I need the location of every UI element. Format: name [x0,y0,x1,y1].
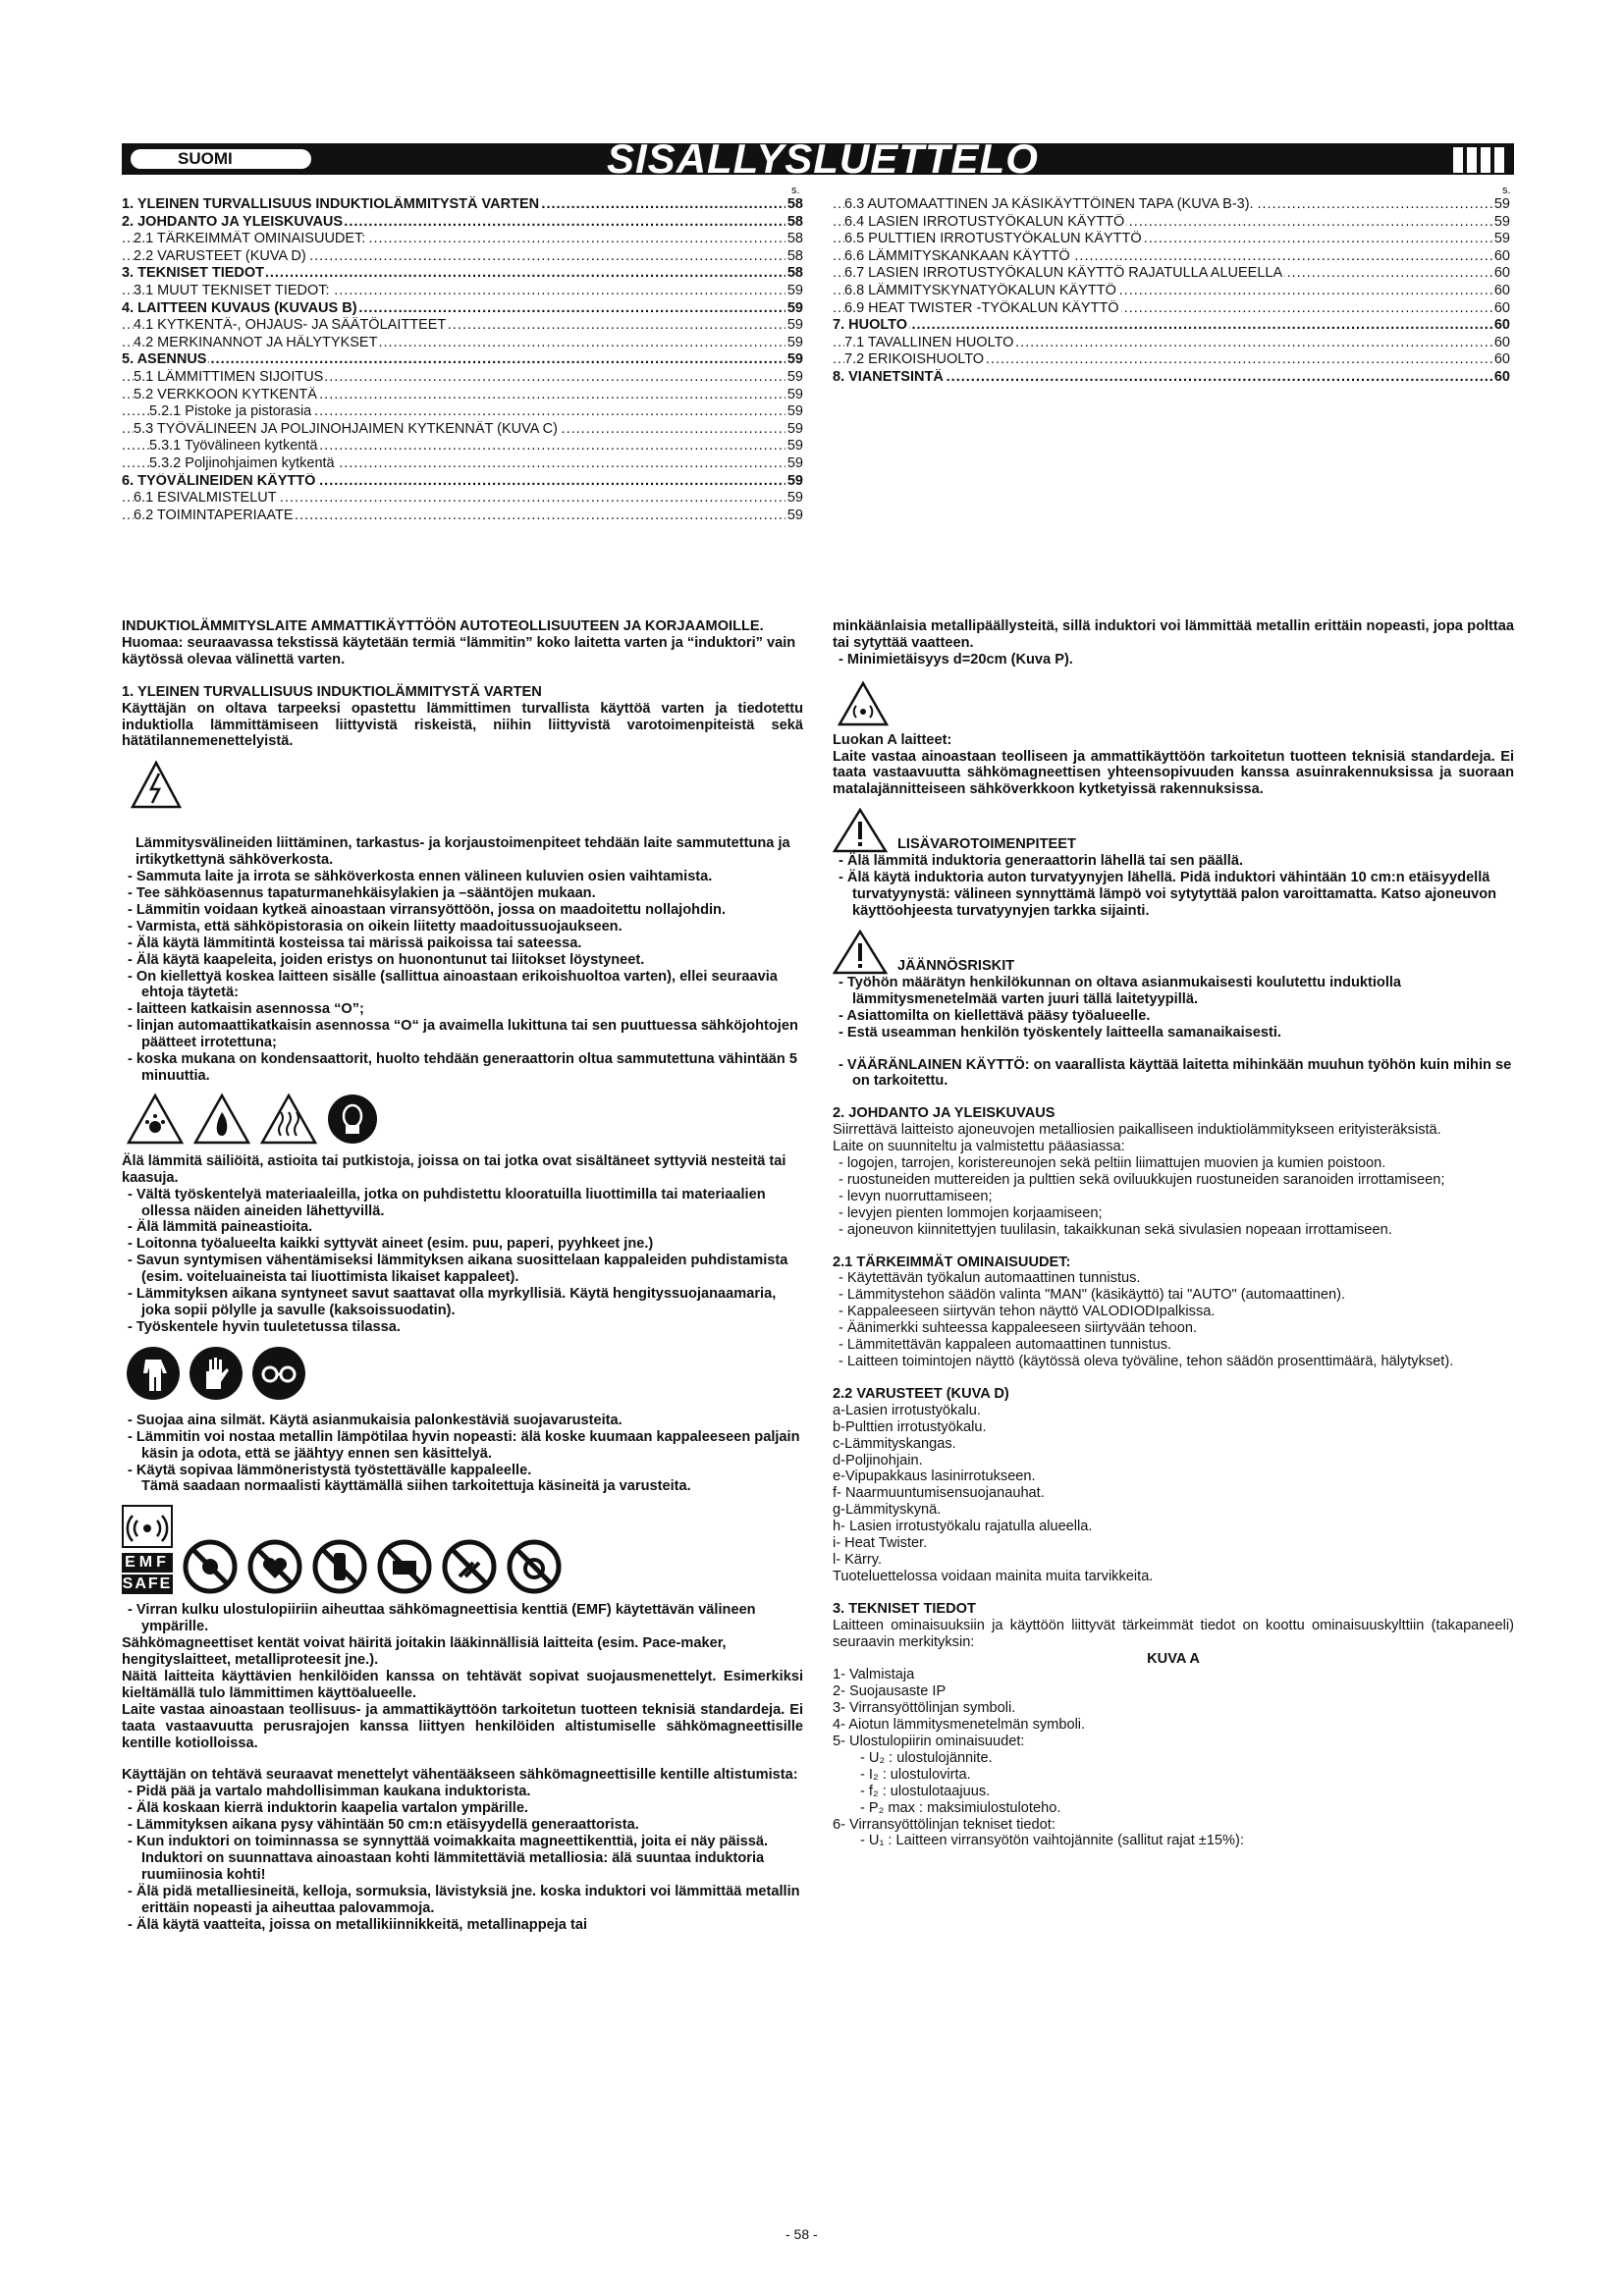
list-item: - Lämmitettävän kappaleen automaattinen tunnistus. [839,1337,1172,1354]
toc-entry [833,283,1510,300]
emf-paragraph-4: Käyttäjän on tehtävä seuraavat menettelyt vähentääkseen sähkömagneettisille kentille altistumista: [122,1767,798,1784]
figure-a-label: KUVA A [1147,1650,1200,1667]
emf-paragraph-3: Laite vastaa ainoastaan teollisuus- ja ammattikäyttöön tarkoitetun tuotteen teknisiä standardeja. Ei taata vastaavuutta perusrajojen kanssa liittyen henkilöiden altistumiselle sähkömagneettisille kentille kotiolloissa. [122,1701,803,1751]
list-item: - Älä pidä metalliesineitä, kelloja, sormuksia, lävistyksiä jne. koska induktori voi lämmittää metallin erittäin nopeasti ja aiheuttaa palovammoja. [128,1883,800,1916]
language-label: SUOMI [131,149,311,169]
list-item: - Suojaa aina silmät. Käytä asianmukaisia palonkestäviä suojavarusteita. [128,1412,623,1428]
list-item: - Älä lämmitä induktoria generaattorin lähellä tai sen päällä. [839,853,1243,870]
list-item: b-Pulttien irrotustyökalu. [833,1418,987,1435]
list-item: - ajoneuvon kiinnitettyjen tuulilasin, takaikkunan sekä sivulasien nopeaan irrottamiseen. [839,1221,1392,1238]
list-item: - Savun syntymisen vähentämiseksi lämmityksen aikana suosittelaan kappaleiden puhdistamista (esim. voiteluaineista tai liuottimista likaiset kappaleet). [128,1253,788,1286]
list-item: 2- Suojausaste IP [833,1683,947,1700]
emf-icons-row [122,1505,803,1594]
safe-label: SAFE [122,1575,173,1593]
toc-entry [122,196,803,214]
list-item: - Käytettävän työkalun automaattinen tunnistus. [839,1270,1141,1287]
list-item: - Kun induktori on toiminnassa se synnyttää voimakkaita magneettikenttiä, joita ei näy päissä. Induktori on suunnattava ainoastaan kohti lämmitettäviä metalliosia: älä suuntaa induktoria ruumiinosia kohti! [128,1834,769,1883]
list-item: - Älä käytä induktoria auton turvatyynyjen lähellä. Pidä induktori vähintään 10 cm:n etäisyydellä turvatyynystä: välineen synnyttämä lämpö voi sytytyttää palon varoittamatta. Katso ajoneuvon käyttöohjeesta turvatyynyjen tarkka sijainti. [839,870,1497,919]
toc-entry-title: 6.5 PULTTIEN IRROTUSTYÖKALUN KÄYTTÖ [844,231,1142,247]
accessories-list [833,1403,1514,1569]
list-item: - ruostuneiden muttereiden ja pulttien sekä oviluukkujen ruostuneiden saranoiden irrottamiseen; [839,1171,1445,1188]
caution-icon-2 [833,930,888,975]
toc-entry [122,403,803,421]
list-item: - On kiellettyä koskea laitteen sisälle (sallittua ainoastaan erikoishuoltoa varten), ellei seuraavia ehtoja täytetä: [128,968,778,1001]
list-item: - linjan automaattikatkaisin asennossa “O“ ja avaimella lukittuna tai sen puuttuessa sähköjohtojen päätteet irrotettuna; [128,1018,798,1051]
toc-entry-page: 60 [1493,299,1510,316]
ppe-icons-row [126,1346,803,1401]
toc-entry-page: 58 [786,265,803,282]
list-item: - Virran kulku ulostulopiiriin aiheuttaa sähkömagneettisia kenttiä (EMF) käytettävän välineen ympärille. [128,1602,756,1635]
gloves-icon [189,1346,244,1401]
additional-precautions-list [833,853,1514,920]
goggles-icon [251,1346,306,1401]
toc-entry-title: 6.8 LÄMMITYSKYNATYÖKALUN KÄYTTÖ [844,282,1116,298]
improper-use-list [833,1057,1514,1091]
toc-entry [833,196,1510,214]
section-1-paragraph-3: Älä lämmitä säiliöitä, astioita tai putkistoja, joissa on tai jotka ovat sisältäneet syttyviä nesteitä tai kaasuja. [122,1152,786,1186]
section-1-paragraph-2: Lämmitysvälineiden liittäminen, tarkastus- ja korjaustoimenpiteet tehdään laite sammutettuna ja irtikytkettynä sähköverkosta. [135,835,790,869]
list-item: - Työskentele hyvin tuuletetussa tilassa. [128,1318,401,1335]
list-item: i- Heat Twister. [833,1535,928,1552]
toc-entry-page: 59 [1493,213,1510,230]
toc-entry-title: 2. JOHDANTO JA YLEISKUVAUS [122,213,344,230]
min-distance-item: - Minimietäisyys d=20cm (Kuva P). [839,651,1073,667]
toc-entry-page: 58 [786,231,803,247]
safety-list-3 [122,1413,803,1496]
toc-entry [122,231,803,248]
left-column [122,618,803,1933]
toc-entry [122,214,803,232]
list-item: - Loitonna työalueelta kaikki syttyvät aineet (esim. puu, paperi, pyyhkeet jne.) [128,1236,654,1253]
toc-entry-page: 59 [786,334,803,350]
page-title: SISÄLLYSLUETTELO [607,135,1039,182]
list-item: - Äänimerkki suhteessa kappaleeseen siirtyvään tehoon. [839,1320,1198,1337]
emf-list [122,1602,803,1635]
toc-entry-page: 60 [1493,247,1510,264]
section-3-title: 3. TEKNISET TIEDOT [833,1600,976,1617]
toc-entry [833,300,1510,318]
toc-entry-page: 58 [786,196,803,212]
output-specs-list [833,1750,1514,1817]
no-tools-icon [442,1539,497,1594]
toc-entry-page: 59 [786,403,803,420]
list-item: - Tee sähköasennus tapaturmanehkäisylakien ja –sääntöjen mukaan. [128,884,596,901]
section-3-paragraph: Laitteen ominaisuuksiin ja käyttöön liittyvät tärkeimmät tiedot on koottu ominaisuuskylttiin (takapaneeli) seuraavin merkityksin: [833,1617,1514,1650]
no-heart-device-icon [247,1539,302,1594]
toc-entry-page: 59 [786,507,803,523]
section-1-title: 1. YLEINEN TURVALLISUUS INDUKTIOLÄMMITYSTÄ VARTEN [122,683,542,700]
list-item: - logojen, tarrojen, koristereunojen sekä peltiin liimattujen muovien ja kumien poistoon. [839,1155,1386,1172]
toc-entry-page: 59 [786,282,803,298]
section-2-list [833,1155,1514,1239]
list-item: - Työhön määrätyn henkilökunnan on oltava asianmukaisesti koulutettu induktiolla lämmitysmenetelmää varten juuri tällä laitetyypillä. [839,974,1402,1007]
toc-entry [833,317,1510,335]
toc-entry [122,490,803,507]
intro-title: INDUKTIOLÄMMITYSLAITE AMMATTIKÄYTTÖÖN AUTOTEOLLISUUTEEN JA KORJAAMOILLE. [122,618,764,634]
toc-entry-title: 6. TYÖVÄLINEIDEN KÄYTTÖ [122,472,316,489]
toc-entry-title: 4.2 MERKINANNOT JA HÄLYTYKSET [134,334,378,350]
toc-entry [122,351,803,369]
list-item: - Estä useamman henkilön työskentely laitteella samanaikaisesti. [839,1024,1281,1041]
toc-entry-title: 6.3 AUTOMAATTINEN JA KÄSIKÄYTTÖINEN TAPA (KUVA B-3). [844,196,1254,212]
section-1-paragraph: Käyttäjän on oltava tarpeeksi opastettu lämmittimen turvallista käyttöä varten ja tiedotettu induktiolla lämmittämiseen liittyvistä riskeistä, niihin liittyvistä varotoimenpiteistä sekä hätätilannemenettelyistä. [122,700,803,750]
toc-entry [122,438,803,455]
list-item: - Älä käytä vaatteita, joissa on metallikiinnikkeitä, metallinappeja tai [128,1916,587,1933]
list-item: 4- Aiotun lämmitysmenetelmän symboli. [833,1717,1086,1734]
caution-icon [833,808,888,853]
toc-entry-page: 60 [1493,368,1510,385]
toc-entry-page: 59 [1493,231,1510,247]
toc-entry [122,265,803,283]
additional-precautions-title: LISÄVAROTOIMENPITEET [897,836,1076,853]
hazard-icons-row [126,1093,803,1146]
toc-entry [833,351,1510,369]
list-item: - Lämmitystehon säädön valinta "MAN" (käsikäyttö) tai "AUTO" (automaattinen). [839,1287,1346,1304]
toc-entry-page: 59 [1493,196,1510,212]
list-item: - Varmista, että sähköpistorasia on oikein liitetty maadoitussuojaukseen. [128,918,623,934]
section-2-title: 2. JOHDANTO JA YLEISKUVAUS [833,1105,1056,1122]
toc-entry [122,369,803,387]
list-item: - Lämmitin voi nostaa metallin lämpötilaa hyvin nopeasti: älä koske kuumaan kappaleeseen paljain käsin ja odota, että se jäähtyy ennen sen käsittelyä. [128,1428,800,1462]
toc-entry-page: 59 [786,368,803,385]
toc-entry-page: 60 [1493,351,1510,368]
section-2-1-list [833,1270,1514,1369]
class-a-text: Laite vastaa ainoastaan teolliseen ja ammattikäyttöön tarkoitetun tuotteen teknisiä standardeja. Ei taata vastaavuutta sähkömagneettisen yhteensopivuuden kanssa asuinrakennuksissa ja suoraan matalajännitteiseen sähköverkkoon kytketyissä rakennuksissa. [833,748,1514,798]
toc-entry [833,231,1510,248]
residual-risks-heading [833,930,1514,975]
toc-entry-page: 59 [786,351,803,368]
accessories-note: Tuoteluettelossa voidaan mainita muita tarvikkeita. [833,1568,1154,1584]
list-item: 3- Virransyöttölinjan symboli. [833,1700,1016,1717]
toc-entry-page: 60 [1493,317,1510,334]
toc-entry [122,455,803,473]
toc-entry-title: 4. LAITTEEN KUVAUS (KUVAUS B) [122,299,357,316]
toc-entry-title: 5.3.1 Työvälineen kytkentä [149,438,318,454]
toc-right-column [833,196,1510,387]
toc-entry-page: 58 [786,213,803,230]
section-2-paragraph-2: Laite on suunniteltu ja valmistettu pääasiassa: [833,1139,1125,1155]
list-item: - laitteen katkaisin asennossa “O”; [128,1001,364,1018]
safety-list-1 [122,869,803,1085]
toc-entry-title: 5. ASENNUS [122,351,207,368]
toc-entry-title: 5.1 LÄMMITTIMEN SIJOITUS [134,368,324,385]
section-2-paragraph-1: Siirrettävä laitteisto ajoneuvojen metalliosien paikalliseen induktiolämmitykseen erityisteräksistä. [833,1122,1441,1139]
emf-warning-icon [837,680,1514,732]
toc-left-column [122,196,803,524]
toc-entry [122,317,803,335]
toc-entry [122,283,803,300]
toc-entry [833,214,1510,232]
toc-entry [833,335,1510,352]
toc-entry-title: 7.1 TAVALLINEN HUOLTO [844,334,1014,350]
list-item: f- Naarmuuntumisensuojanauhat. [833,1485,1045,1502]
list-item: e-Vipupakkaus lasinirrotukseen. [833,1468,1036,1485]
toc-entry-page: 59 [786,386,803,402]
right-column [833,618,1514,1849]
toc-entry [122,335,803,352]
toc-entry-title: 7. HUOLTO [833,317,907,334]
electric-warning-icon [130,760,803,816]
toc-entry-title: 5.3 TYÖVÄLINEEN JA POLJINOHJAIMEN KYTKENNÄT (KUVA C) [134,420,558,437]
list-item: - koska mukana on kondensaattorit, huolto tehdään generaattorin oltua sammutettuna vähintään 5 minuuttia. [128,1051,797,1084]
respirator-icon [326,1093,379,1146]
page-number: - 58 - [785,2226,818,2242]
toc-entry-page: 58 [786,247,803,264]
list-item: l- Kärry. [833,1551,882,1568]
toc-entry-title: 3. TEKNISET TIEDOT [122,265,265,282]
toc-entry-page: 59 [786,490,803,507]
protective-clothing-icon [126,1346,181,1401]
toc-entry-page: 60 [1493,334,1510,350]
toc-entry-page: 59 [786,299,803,316]
toc-entry-page: 59 [786,420,803,437]
toc-entry-page: 59 [786,454,803,471]
fire-warning-icon [192,1093,251,1146]
intro-note: Huomaa: seuraavassa tekstissä käytetään termiä “lämmitin” koko laitetta varten ja “induktori” vain käytössä olevaa välinettä varten. [122,634,796,667]
residual-risks-title: JÄÄNNÖSRISKIT [897,957,1015,974]
toc-entry [833,369,1510,387]
list-item: - levyn nuorruttamiseen; [839,1188,993,1204]
toc-entry-title: 7.2 ERIKOISHUOLTO [844,351,985,368]
class-a-title: Luokan A laitteet: [833,731,952,748]
toc-entry [122,507,803,525]
rating-plate-list [833,1667,1514,1750]
toc-entry [122,473,803,491]
toc-entry [122,421,803,439]
emf-safe-badge [122,1505,173,1594]
list-item: - Vältä työskentelyä materiaaleilla, jotka on puhdistettu klooratuilla liuottimilla tai materiaalien ollessa näiden aineiden lähettyvillä. [128,1186,766,1219]
list-item: - f₂ : ulostulotaajuus. [860,1783,991,1799]
list-item: - Älä käytä kaapeleita, joiden eristys on huonontunut tai liitokset löystyneet. [128,951,645,968]
list-item: - U₂ : ulostulojännite. [860,1749,993,1766]
residual-risks-list [833,975,1514,1041]
section-2-2-title: 2.2 VARUSTEET (KUVA D) [833,1385,1009,1402]
toc-entry-title: 5.2 VERKKOON KYTKENTÄ [134,386,317,402]
toc-entry-title: 6.9 HEAT TWISTER -TYÖKALUN KÄYTTÖ [844,299,1119,316]
list-item: - Laitteen toimintojen näyttö (käytössä oleva työväline, tehon säädön prosenttimäärä, hälytykset). [839,1354,1454,1369]
toc-entry-title: 3.1 MUUT TEKNISET TIEDOT: [134,282,330,298]
list-item: a-Lasien irrotustyökalu. [833,1402,981,1418]
rating-plate-item-6: 6- Virransyöttölinjan tekniset tiedot: [833,1816,1056,1833]
emf-procedures-list [122,1784,803,1933]
toc-entry-title: 1. YLEINEN TURVALLISUUS INDUKTIOLÄMMITYSTÄ VARTEN [122,196,540,212]
list-item: c-Lämmityskangas. [833,1435,956,1452]
safety-list-2 [122,1187,803,1336]
list-item: d-Poljinohjain. [833,1452,923,1468]
hot-surface-warning-icon [259,1093,318,1146]
toc-entry-page: 59 [786,317,803,334]
toc-entry [122,300,803,318]
toc-entry [122,248,803,266]
toc-entry [833,265,1510,283]
explosion-warning-icon [126,1093,185,1146]
metal-coating-paragraph: minkäänlaisia metallipäällysteitä, sillä induktori voi lämmittää metallin erittäin nopeasti, jopa polttaa tai sytyttää vaatteen. [833,618,1514,651]
toc-entry-title: 8. VIANETSINTÄ [833,368,944,385]
emf-paragraph-1: Sähkömagneettiset kentät voivat häiritä joitakin lääkinnällisiä laitteita (esim. Pace-maker, hengityslaitteet, metalliproteesit jne.). [122,1635,727,1668]
toc-entry [833,248,1510,266]
list-item: - Asiattomilta on kiellettävä pääsy työalueelle. [839,1007,1151,1024]
toc-page-label-left: s. [791,185,800,196]
toc-entry-title: 6.1 ESIVALMISTELUT [134,490,277,507]
list-item: - Pidä pää ja vartalo mahdollisimman kaukana induktorista. [128,1784,531,1800]
list-item: - Älä lämmitä paineastioita. [128,1219,313,1236]
list-item: - Lämmityksen aikana syntyneet savut saattavat olla myrkyllisiä. Käytä hengityssuojanaamaria, joka sopii pölylle ja savulle (kaksoissuodatin). [128,1286,777,1318]
emf-paragraph-2: Näitä laitteita käyttävien henkilöiden kanssa on tehtävät sopivat suojausmenettelyt. Esimerkiksi kieltämällä tulo lämmittimen käyttöalueelle. [122,1668,803,1701]
list-item: - Kappaleeseen siirtyvän tehon näyttö VALODIODIpalkissa. [839,1304,1216,1320]
list-item: - Käytä sopivaa lämmöneristystä työstettävälle kappaleelle. Tämä saadaan normaalisti käyttämällä siihen tarkoitettuja käsineitä ja varusteita. [128,1462,691,1495]
list-item: - Lämmityksen aikana pysy vähintään 50 cm:n etäisyydellä generaattorista. [128,1817,639,1834]
list-item: g-Lämmityskynä. [833,1502,942,1519]
list-item: 1- Valmistaja [833,1667,915,1683]
toc-entry-title: 4.1 KYTKENTÄ-, OHJAUS- JA SÄÄTÖLAITTEET [134,317,447,334]
toc-entry-page: 59 [786,472,803,489]
toc-entry-title: 5.3.2 Poljinohjaimen kytkentä [149,454,335,471]
no-metal-implant-icon [312,1539,367,1594]
toc-entry-title: 5.2.1 Pistoke ja pistorasia [149,403,312,420]
no-pacemaker-icon [183,1539,238,1594]
no-jewelry-icon [507,1539,562,1594]
list-item: - P₂ max : maksimiulostuloteho. [860,1799,1061,1816]
no-watch-icon [377,1539,432,1594]
toc-entry-page: 60 [1493,282,1510,298]
list-item: - I₂ : ulostulovirta. [860,1766,971,1783]
list-item: 5- Ulostulopiirin ominaisuudet: [833,1734,1025,1750]
toc-entry-page: 60 [1493,265,1510,282]
section-2-1-title: 2.1 TÄRKEIMMÄT OMINAISUUDET: [833,1254,1071,1270]
list-item: h- Lasien irrotustyökalu rajatulla alueella. [833,1519,1093,1535]
list-item: - Älä käytä lämmitintä kosteissa tai märissä paikoissa tai sateessa. [128,934,582,951]
emf-label: EMF [122,1553,173,1573]
list-item: - VÄÄRÄNLAINEN KÄYTTÖ: on vaarallista käyttää laitetta mihinkään muuhun työhön kuin mihin se on tarkoitettu. [839,1056,1512,1090]
list-item: - levyjen pienten lommojen korjaamiseen; [839,1204,1103,1221]
toc-entry-title: 6.2 TOIMINTAPERIAATE [134,507,294,523]
toc-entry-page: 59 [786,438,803,454]
list-item: - Lämmitin voidaan kytkeä ainoastaan virransyöttöön, jossa on maadoitettu nollajohdin. [128,901,727,918]
toc-entry-title: 6.4 LASIEN IRROTUSTYÖKALUN KÄYTTÖ [844,213,1125,230]
list-item: - Älä koskaan kierrä induktorin kaapelia vartalon ympärille. [128,1800,528,1817]
toc-entry [122,387,803,404]
toc-entry-title: 2.2 VARUSTEET (KUVA D) [134,247,306,264]
toc-page-label-right: s. [1502,185,1511,196]
input-voltage-item: - U₁ : Laitteen virransyötön vaihtojännite (sallitut rajat ±15%): [860,1833,1244,1849]
list-item: - Sammuta laite ja irrota se sähköverkosta ennen välineen kuluvien osien vaihtamista. [128,869,713,885]
toc-entry-title: 2.1 TÄRKEIMMÄT OMINAISUUDET: [134,231,366,247]
toc-entry-title: 6.6 LÄMMITYSKANKAAN KÄYTTÖ [844,247,1070,264]
emf-radiation-icon [122,1505,173,1548]
additional-precautions-heading [833,808,1514,853]
toc-entry-title: 6.7 LASIEN IRROTUSTYÖKALUN KÄYTTÖ RAJATULLA ALUEELLA [844,265,1283,282]
